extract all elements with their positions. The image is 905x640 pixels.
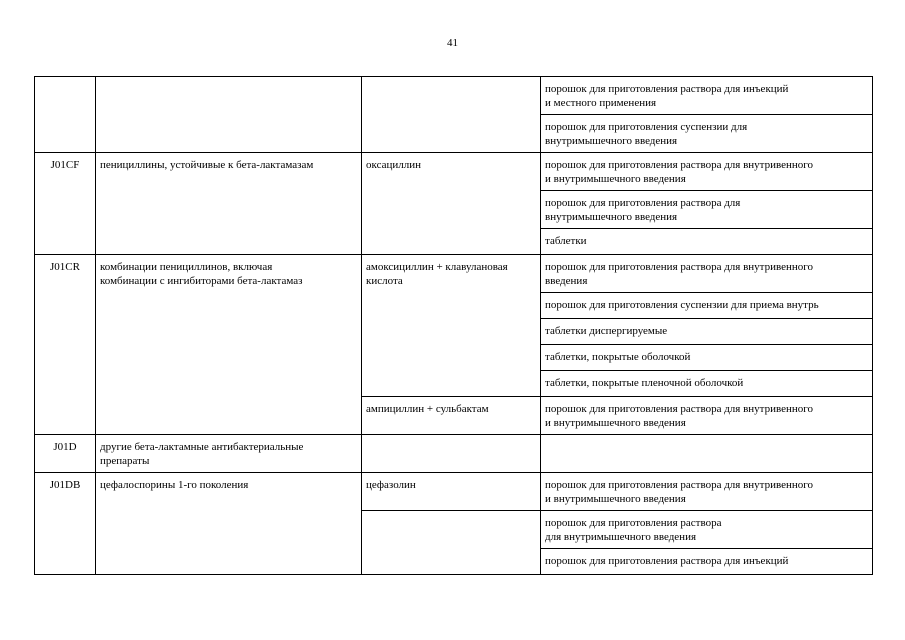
dosage-form-cell: таблетки, покрытые пленочной оболочкой — [541, 371, 873, 397]
dosage-form-cell: порошок для приготовления раствора для инъекций — [541, 549, 873, 575]
dosage-form-line: и внутримышечного введения — [545, 417, 686, 429]
dosage-form-cell: порошок для приготовления суспензии для приема внутрь — [541, 293, 873, 319]
group-name-cell — [96, 435, 362, 473]
atc-code-cell — [35, 77, 96, 153]
dosage-form-cell — [541, 115, 873, 153]
group-name-cell — [96, 255, 362, 435]
drug-name-line: амоксициллин + клавулановая — [366, 261, 508, 273]
dosage-form-cell — [541, 77, 873, 115]
group-name-line: комбинации с ингибиторами бета-лактамаз — [100, 275, 303, 287]
drug-name-cell: оксациллин — [362, 153, 541, 255]
drug-name-cell: ампициллин + сульбактам — [362, 397, 541, 435]
drug-name-cell: цефазолин — [362, 473, 541, 511]
dosage-form-line: и внутримышечного введения — [545, 173, 686, 185]
dosage-form-cell: таблетки — [541, 229, 873, 255]
dosage-form-line: порошок для приготовления раствора для внутривенного — [545, 159, 814, 171]
table-row — [35, 153, 873, 191]
dosage-form-cell — [541, 435, 873, 473]
drug-name-cell — [362, 435, 541, 473]
dosage-form-line: введения — [545, 275, 588, 287]
dosage-form-line: внутримышечного введения — [545, 135, 678, 147]
group-name-cell: пенициллины, устойчивые к бета-лактамазам — [96, 153, 362, 255]
dosage-form-cell — [541, 511, 873, 549]
atc-code-cell: J01D — [35, 435, 96, 473]
table-row — [35, 77, 873, 115]
drug-name-cell — [362, 77, 541, 153]
group-name-line: комбинации пенициллинов, включая — [100, 261, 273, 273]
group-name-cell — [96, 77, 362, 153]
table-row — [35, 473, 873, 511]
dosage-form-line: порошок для приготовления раствора для инъекций — [545, 83, 789, 95]
dosage-form-cell — [541, 397, 873, 435]
table-row — [35, 255, 873, 293]
table-row — [35, 435, 873, 473]
dosage-form-cell: таблетки, покрытые оболочкой — [541, 345, 873, 371]
medication-table — [34, 76, 873, 575]
dosage-form-line: для внутримышечного введения — [545, 531, 697, 543]
group-name-line: другие бета-лактамные антибактериальные — [100, 441, 304, 453]
atc-code-cell: J01CF — [35, 153, 96, 255]
dosage-form-line: порошок для приготовления раствора — [545, 517, 722, 529]
dosage-form-line: и внутримышечного введения — [545, 493, 686, 505]
dosage-form-cell — [541, 191, 873, 229]
dosage-form-cell — [541, 255, 873, 293]
drug-name-line: кислота — [366, 275, 403, 287]
dosage-form-line: порошок для приготовления раствора для внутривенного — [545, 261, 814, 273]
dosage-form-line: порошок для приготовления раствора для внутривенного — [545, 403, 814, 415]
drug-name-cell — [362, 511, 541, 575]
dosage-form-line: порошок для приготовления суспензии для — [545, 121, 748, 133]
drug-name-cell — [362, 255, 541, 397]
group-name-line: препараты — [100, 455, 150, 467]
dosage-form-cell — [541, 153, 873, 191]
atc-code-cell: J01DB — [35, 473, 96, 575]
dosage-form-line: порошок для приготовления раствора для внутривенного — [545, 479, 814, 491]
dosage-form-line: и местного применения — [545, 97, 657, 109]
dosage-form-cell — [541, 473, 873, 511]
group-name-cell: цефалоспорины 1-го поколения — [96, 473, 362, 575]
atc-code-cell: J01CR — [35, 255, 96, 435]
page-number: 41 — [447, 37, 458, 49]
dosage-form-line: порошок для приготовления раствора для — [545, 197, 741, 209]
dosage-form-line: внутримышечного введения — [545, 211, 678, 223]
dosage-form-cell: таблетки диспергируемые — [541, 319, 873, 345]
